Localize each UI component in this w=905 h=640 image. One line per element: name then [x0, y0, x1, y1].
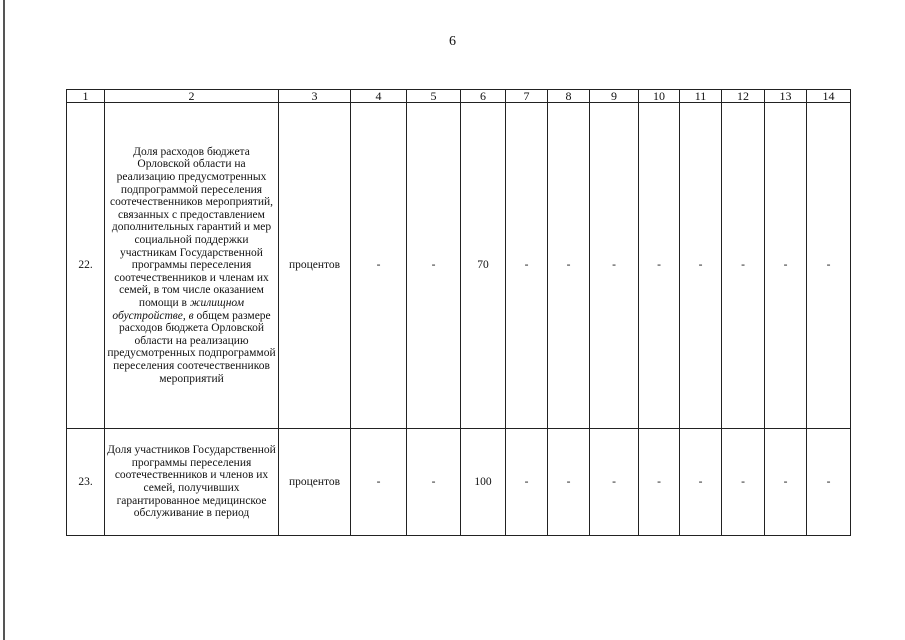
value-cell: -	[680, 429, 722, 536]
header-row	[67, 90, 851, 103]
value-cell: 70	[461, 103, 506, 429]
value-cell: -	[765, 103, 807, 429]
indicators-table	[66, 89, 851, 536]
header-cell: 3	[279, 90, 351, 103]
value-cell: -	[639, 103, 680, 429]
value-cell: -	[722, 429, 765, 536]
value-cell: -	[590, 103, 639, 429]
row-number: 22.	[67, 103, 105, 429]
value-cell: -	[807, 429, 851, 536]
header-cell: 4	[351, 90, 407, 103]
unit-cell: процентов	[279, 429, 351, 536]
value-cell: -	[506, 429, 548, 536]
value-cell: -	[407, 103, 461, 429]
header-cell: 2	[105, 90, 279, 103]
value-cell: -	[506, 103, 548, 429]
value-cell: -	[548, 103, 590, 429]
row-number: 23.	[67, 429, 105, 536]
page-number: 6	[449, 34, 456, 49]
value-cell: -	[765, 429, 807, 536]
indicator-name-text: Доля участников Государственной программы переселения соотечественников и членов их семей, получивших гарантированное медицинское обслуживание в период	[107, 444, 276, 520]
indicator-name-text: Доля расходов бюджета Орловской области на реализацию предусмотренных подпрограммой переселения соотечественников мероприятий, связанных с предоставлением дополнительных гарантий и мер социальной поддержки участникам Государственной программы переселения соотечественников и членам их семей, в том числе оказанием помощи в	[109, 145, 274, 309]
header-cell: 11	[680, 90, 722, 103]
header-cell: 12	[722, 90, 765, 103]
header-cell: 6	[461, 90, 506, 103]
value-cell: -	[590, 429, 639, 536]
indicator-name-text-cont: общем размере расходов бюджета Орловской области на реализацию предусмотренных подпрограммой переселения соотечественников мероприятий	[107, 309, 276, 385]
value-cell: 100	[461, 429, 506, 536]
indicator-name	[105, 429, 279, 536]
header-cell: 8	[548, 90, 590, 103]
page-left-edge	[3, 0, 5, 640]
value-cell: -	[351, 103, 407, 429]
indicator-name	[105, 103, 279, 429]
value-cell: -	[351, 429, 407, 536]
unit-cell: процентов	[279, 103, 351, 429]
table-row	[67, 103, 851, 429]
header-cell: 14	[807, 90, 851, 103]
header-cell: 5	[407, 90, 461, 103]
value-cell: -	[548, 429, 590, 536]
header-cell: 13	[765, 90, 807, 103]
value-cell: -	[639, 429, 680, 536]
indicator-name-italic: жилищном обустройстве, в	[112, 296, 245, 322]
value-cell: -	[680, 103, 722, 429]
header-cell: 7	[506, 90, 548, 103]
header-cell: 10	[639, 90, 680, 103]
value-cell: -	[722, 103, 765, 429]
value-cell: -	[807, 103, 851, 429]
header-cell: 9	[590, 90, 639, 103]
header-cell: 1	[67, 90, 105, 103]
value-cell: -	[407, 429, 461, 536]
table-row	[67, 429, 851, 536]
